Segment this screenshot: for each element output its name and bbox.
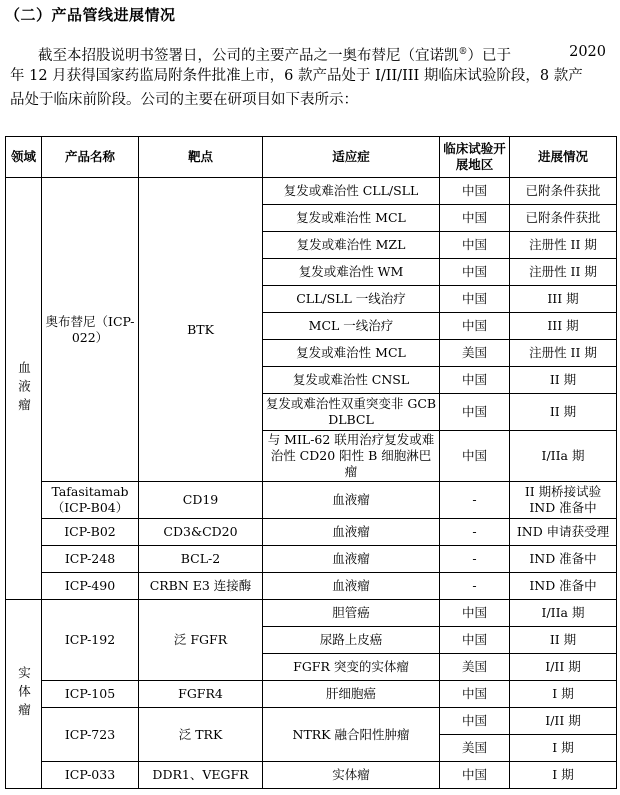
indication-cell: FGFR 突变的实体瘤	[263, 654, 440, 681]
progress-cell: IND 准备中	[510, 573, 617, 600]
product-cell: Tafasitamab（ICP-B04）	[42, 482, 139, 519]
progress-cell: III 期	[510, 286, 617, 313]
table-row	[6, 681, 617, 708]
region-cell: 中国	[440, 286, 510, 313]
product-icp105: ICP-105	[42, 681, 139, 708]
progress-cell: II 期桥接试验 IND 准备中	[510, 482, 617, 519]
header-product: 产品名称	[42, 137, 139, 178]
header-indication: 适应症	[263, 137, 440, 178]
indication-cell: 复发或难治性 WM	[263, 259, 440, 286]
region-cell: 中国	[440, 431, 510, 482]
region-cell: 中国	[440, 232, 510, 259]
indication-cell: MCL 一线治疗	[263, 313, 440, 340]
region-cell: 中国	[440, 259, 510, 286]
indication-cell: 复发或难治性 MZL	[263, 232, 440, 259]
table-row	[6, 482, 617, 519]
table-row	[6, 573, 617, 600]
indication-cell: 实体瘤	[263, 762, 440, 789]
intro-line-3: 品处于临床前阶段。公司的主要在研项目如下表所示：	[10, 92, 358, 108]
region-cell: 中国	[440, 313, 510, 340]
intro-line-1	[10, 40, 608, 64]
region-cell: 美国	[440, 735, 510, 762]
region-cell: 中国	[440, 367, 510, 394]
progress-cell: I/IIa 期	[510, 431, 617, 482]
progress-cell: I/II 期	[510, 654, 617, 681]
region-cell: -	[440, 519, 510, 546]
table-row	[6, 600, 617, 627]
progress-cell: II 期	[510, 394, 617, 431]
table-row	[6, 546, 617, 573]
progress-cell: IND 申请获受理	[510, 519, 617, 546]
target-cell: CRBN E3 连接酶	[139, 573, 263, 600]
target-fgfr: 泛 FGFR	[139, 600, 263, 681]
progress-cell: II 期	[510, 627, 617, 654]
product-cell: ICP-490	[42, 573, 139, 600]
indication-cell: 复发或难治性 CNSL	[263, 367, 440, 394]
progress-cell: I/II 期	[510, 708, 617, 735]
progress-cell: 已附条件获批	[510, 205, 617, 232]
target-btk: BTK	[139, 178, 263, 482]
header-region: 临床试验开展地区	[440, 137, 510, 178]
table-header-row	[6, 137, 617, 178]
section-heading: （二）产品管线进展情况	[5, 6, 176, 24]
target-trk: 泛 TRK	[139, 708, 263, 762]
product-cell: ICP-B02	[42, 519, 139, 546]
pipeline-table	[5, 136, 617, 789]
product-orelabrutinib: 奥布替尼（ICP-022）	[42, 178, 139, 482]
region-cell: 中国	[440, 708, 510, 735]
region-cell: 中国	[440, 762, 510, 789]
product-cell: ICP-248	[42, 546, 139, 573]
indication-cell: 复发或难治性 MCL	[263, 205, 440, 232]
indication-ntrk: NTRK 融合阳性肿瘤	[263, 708, 440, 762]
progress-cell: III 期	[510, 313, 617, 340]
indication-cell: 肝细胞癌	[263, 681, 440, 708]
region-cell: 中国	[440, 178, 510, 205]
registered-mark: ®	[458, 47, 468, 57]
progress-cell: 注册性 II 期	[510, 259, 617, 286]
product-icp033: ICP-033	[42, 762, 139, 789]
progress-cell: II 期	[510, 367, 617, 394]
region-cell: -	[440, 546, 510, 573]
region-cell: 中国	[440, 681, 510, 708]
progress-cell: 已附条件获批	[510, 178, 617, 205]
indication-cell: 复发或难治性双重突变非 GCB DLBCL	[263, 394, 440, 431]
indication-cell: 血液瘤	[263, 519, 440, 546]
product-icp192: ICP-192	[42, 600, 139, 681]
intro-paragraph	[10, 40, 608, 112]
header-target: 靶点	[139, 137, 263, 178]
product-icp723: ICP-723	[42, 708, 139, 762]
intro-year: 2020	[569, 44, 606, 60]
progress-cell: 注册性 II 期	[510, 340, 617, 367]
region-cell: 中国	[440, 394, 510, 431]
progress-cell: I 期	[510, 762, 617, 789]
indication-cell: 与 MIL-62 联用治疗复发或难治性 CD20 阳性 B 细胞淋巴瘤	[263, 431, 440, 482]
region-cell: 中国	[440, 600, 510, 627]
table-row	[6, 178, 617, 205]
domain-solid: 实体瘤	[6, 600, 42, 789]
progress-cell: IND 准备中	[510, 546, 617, 573]
region-cell: 中国	[440, 205, 510, 232]
target-cell: CD19	[139, 482, 263, 519]
intro-text-a: 截至本招股说明书签署日，公司的主要产品之一奥布替尼（宜诺凯	[38, 47, 459, 64]
table-row	[6, 708, 617, 735]
indication-cell: CLL/SLL 一线治疗	[263, 286, 440, 313]
target-ddr1: DDR1、VEGFR	[139, 762, 263, 789]
intro-text-b: ）已于	[467, 47, 511, 64]
indication-cell: 复发或难治性 MCL	[263, 340, 440, 367]
indication-cell: 血液瘤	[263, 573, 440, 600]
indication-cell: 复发或难治性 CLL/SLL	[263, 178, 440, 205]
region-cell: -	[440, 573, 510, 600]
target-fgfr4: FGFR4	[139, 681, 263, 708]
region-cell: -	[440, 482, 510, 519]
progress-cell: I 期	[510, 681, 617, 708]
progress-cell: I 期	[510, 735, 617, 762]
indication-cell: 血液瘤	[263, 482, 440, 519]
indication-cell: 胆管癌	[263, 600, 440, 627]
domain-heme: 血液瘤	[6, 178, 42, 600]
target-cell: CD3&CD20	[139, 519, 263, 546]
region-cell: 美国	[440, 340, 510, 367]
header-progress: 进展情况	[510, 137, 617, 178]
region-cell: 中国	[440, 627, 510, 654]
progress-cell: 注册性 II 期	[510, 232, 617, 259]
region-cell: 美国	[440, 654, 510, 681]
progress-cell: I/IIa 期	[510, 600, 617, 627]
indication-cell: 尿路上皮癌	[263, 627, 440, 654]
table-row	[6, 762, 617, 789]
indication-cell: 血液瘤	[263, 546, 440, 573]
table-row	[6, 519, 617, 546]
header-domain: 领域	[6, 137, 42, 178]
target-cell: BCL-2	[139, 546, 263, 573]
intro-line-2: 年 12 月获得国家药监局附条件批准上市，6 款产品处于 I/II/III 期临床试验阶段，8 款产	[10, 68, 583, 84]
